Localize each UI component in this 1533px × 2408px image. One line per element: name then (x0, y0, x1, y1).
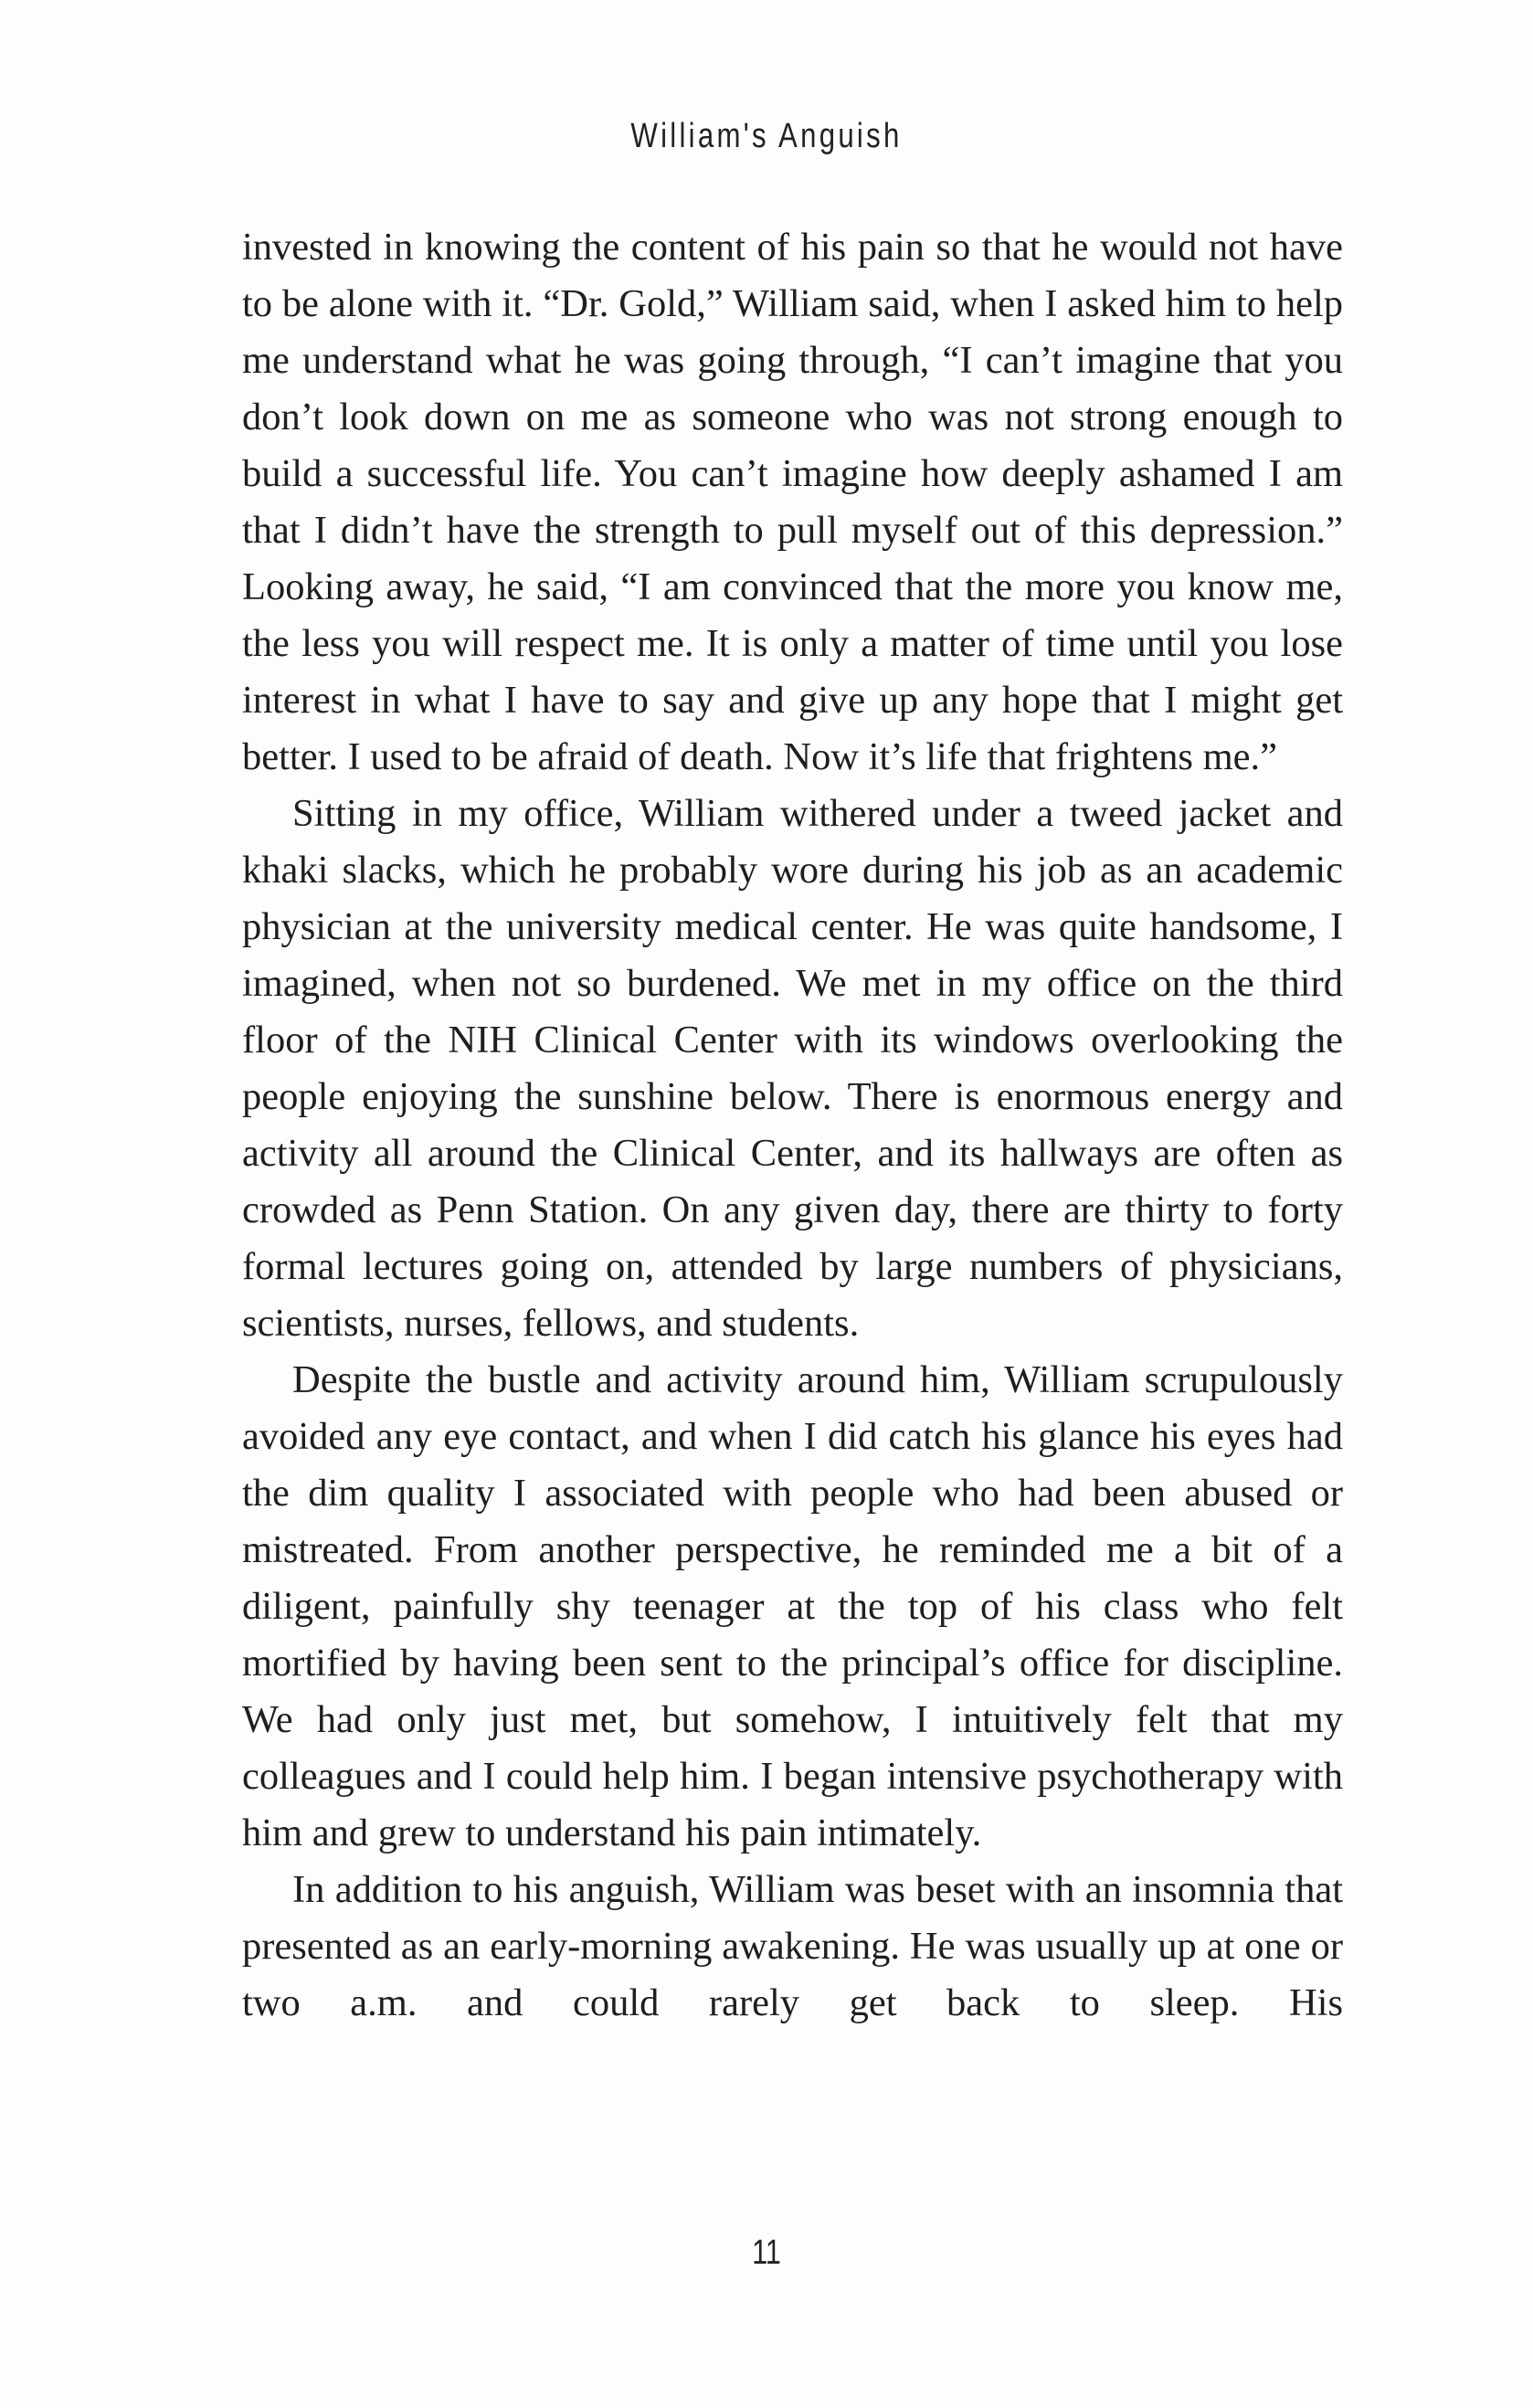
paragraph-4: In addition to his anguish, William was beset with an insomnia that presented as an early-morning awakening. He was usually up at one or two a.m. and could rarely get back to sleep. His (242, 1868, 1343, 2024)
running-head: William's Anguish (630, 117, 903, 155)
page-number: 11 (752, 2234, 781, 2272)
paragraph-1: invested in knowing the content of his pain so that he would not have to be alone with it. “Dr. Gold,” William said, when I asked him to help me understand what he was going through, “I can’t imagine that you don’t look down on me as someone who was not strong enough to build a successful life. You can’t imagine how deeply ashamed I am that I didn’t have the strength to pull myself out of this depression.” Looking away, he said, “I am convinced that the more you know me, the less you will respect me. It is only a matter of time until you lose interest in what I have to say and give up any hope that I might get better. I used to be afraid of death. Now it’s life that frightens me.” (242, 226, 1343, 778)
paragraph-3: Despite the bustle and activity around him, William scrupulously avoided any eye contact, and when I did catch his glance his eyes had the dim quality I associated with people who had been abused or mistreated. From another perspective, he reminded me a bit of a diligent, painfully shy teenager at the top of his class who felt mortified by having been sent to the principal’s office for discipline. We had only just met, but somehow, I intuitively felt that my colleagues and I could help him. I began intensive psychotherapy with him and grew to understand his pain intimately. (242, 1358, 1343, 1854)
paragraph-2: Sitting in my office, William withered under a tweed jacket and khaki slacks, which he probably wore during his job as an academic physician at the university medical center. He was quite handsome, I imagined, when not so burdened. We met in my office on the third floor of the NIH Clinical Center with its windows overlooking the people enjoying the sunshine below. There is enormous energy and activity all around the Clinical Center, and its hallways are often as crowded as Penn Station. On any given day, there are thirty to forty formal lectures going on, attended by large numbers of physicians, scientists, nurses, fellows, and students. (242, 792, 1343, 1345)
body-text (242, 219, 1343, 2032)
